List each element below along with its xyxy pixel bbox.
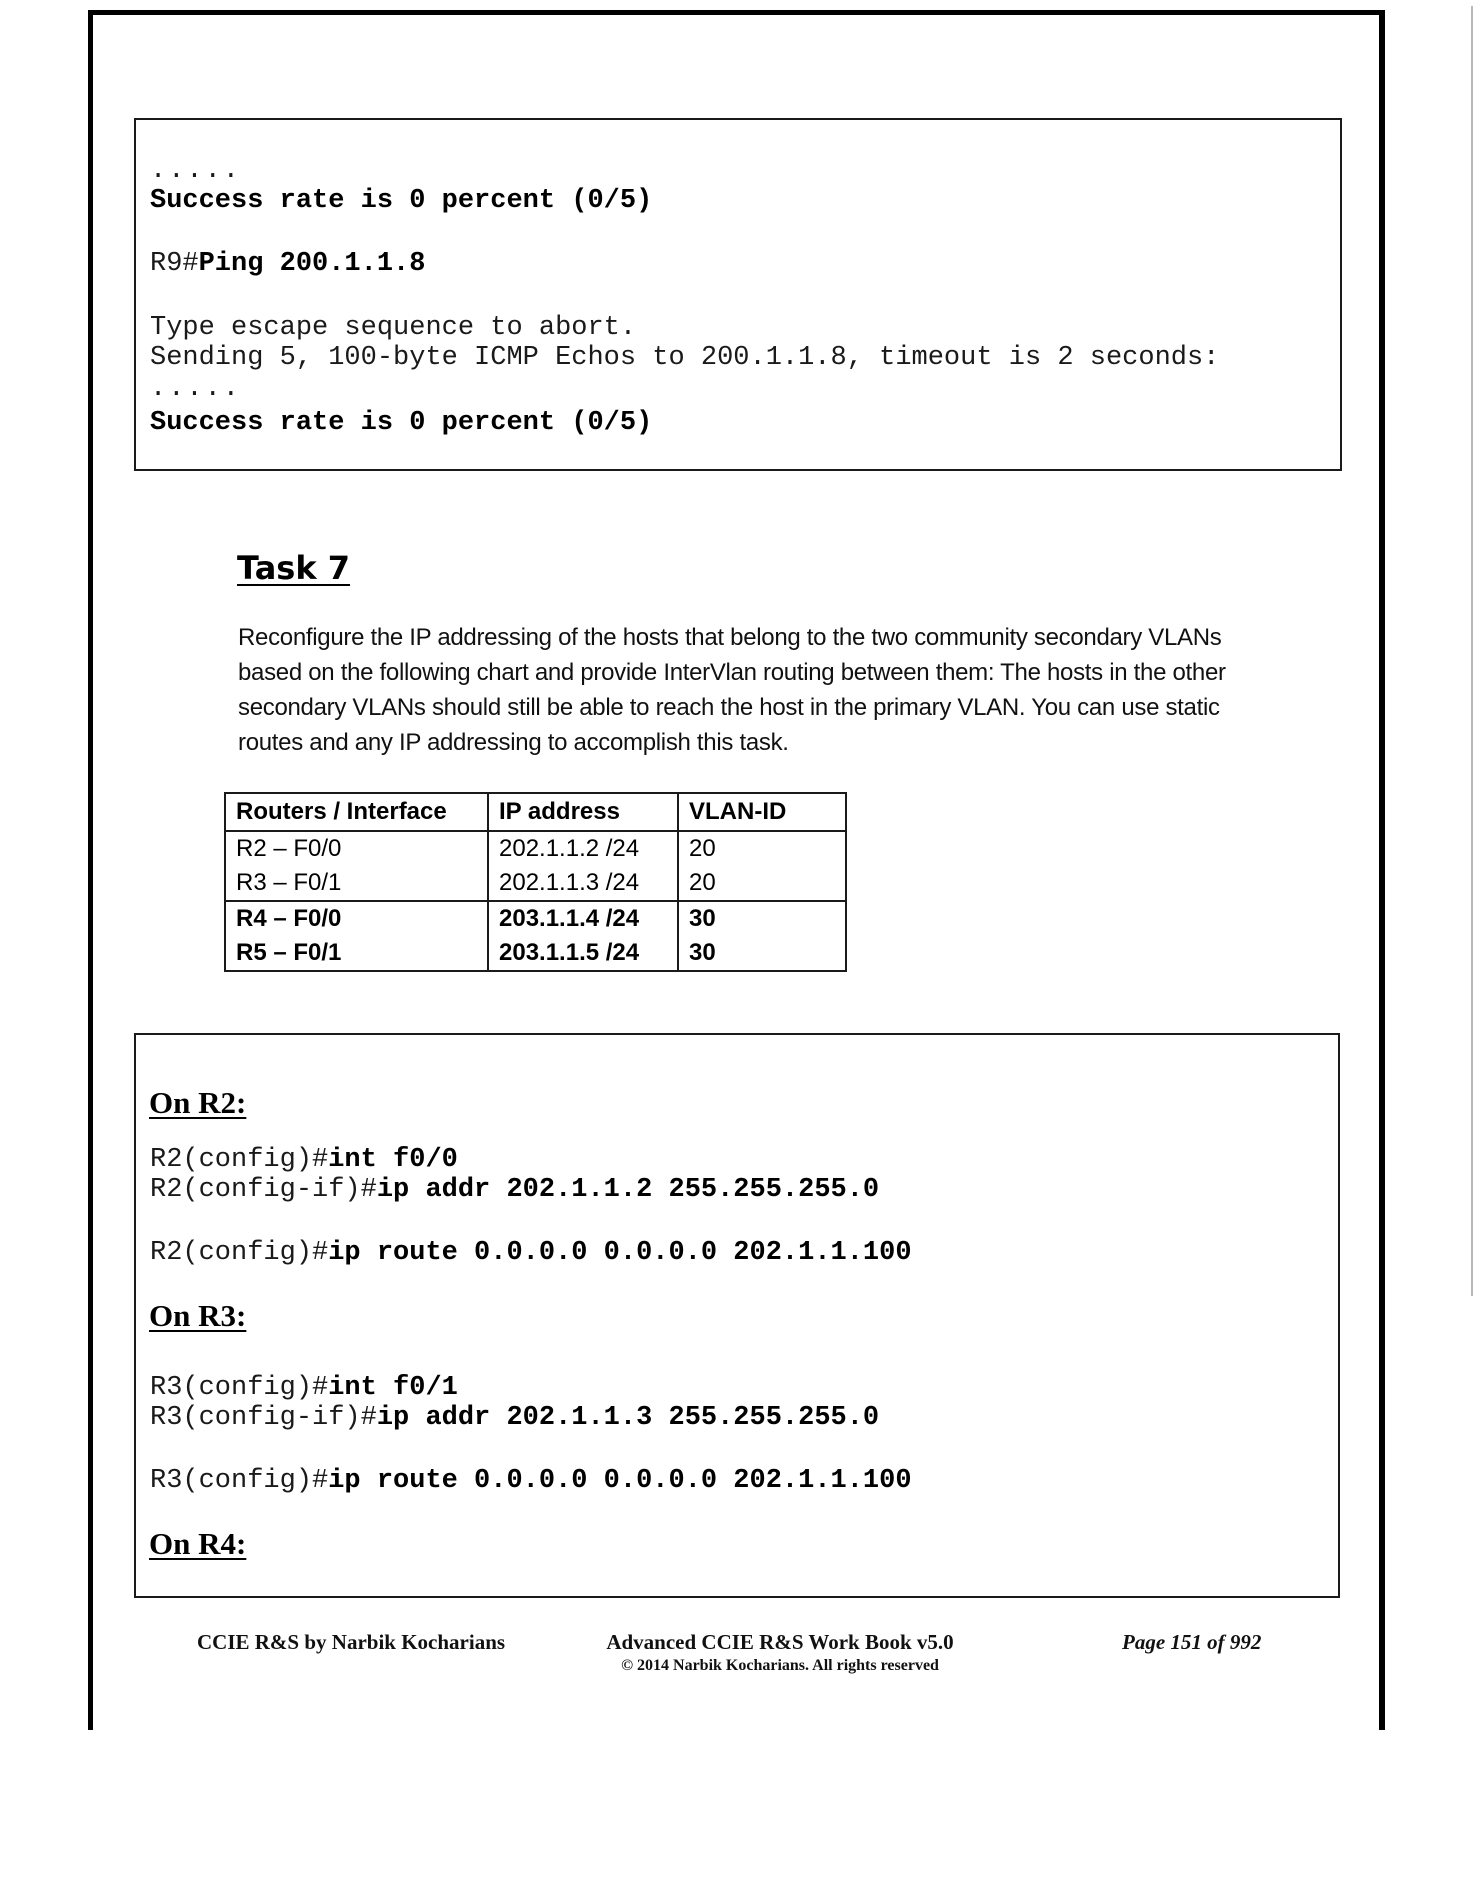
prompt: R2(config-if)# — [150, 1175, 377, 1205]
ip-address-cell: 202.1.1.3 /24 — [488, 866, 678, 901]
ip-address-cell: 203.1.1.5 /24 — [488, 936, 678, 971]
vlan-id-cell: 30 — [678, 901, 846, 936]
prompt: R9# — [150, 249, 199, 279]
command: Ping 200.1.1.8 — [198, 249, 426, 279]
success-rate-line — [150, 186, 652, 216]
command: ip route 0.0.0.0 0.0.0.0 202.1.1.100 — [328, 1238, 912, 1268]
footer-book-title: Advanced CCIE R&S Work Book v5.0 — [606, 1630, 954, 1654]
command: ip addr 202.1.1.2 255.255.255.0 — [376, 1175, 880, 1205]
prompt: R2(config)# — [150, 1145, 329, 1175]
config-line — [150, 1373, 458, 1403]
prompt: R3(config-if)# — [150, 1403, 377, 1433]
config-line — [150, 1145, 458, 1175]
task-title: Task 7 — [237, 549, 351, 587]
footer-page-number: Page 151 of 992 — [1122, 1630, 1262, 1654]
ping-dots: ..... — [150, 156, 242, 186]
sending-line: Sending 5, 100-byte ICMP Echos to 200.1.1.8, timeout is 2 seconds: — [150, 343, 1220, 373]
router-interface-cell: R2 – F0/0 — [225, 831, 488, 866]
config-line — [150, 1238, 912, 1268]
success-rate-text: Success rate is 0 percent (0/5) — [150, 408, 653, 438]
command: ip addr 202.1.1.3 255.255.255.0 — [376, 1403, 880, 1433]
success-rate-text: Success rate is 0 percent (0/5) — [150, 186, 653, 216]
escape-sequence-line: Type escape sequence to abort. — [150, 313, 637, 343]
router-interface-cell: R5 – F0/1 — [225, 936, 488, 971]
ping-command-line — [150, 249, 425, 279]
footer-center — [580, 1630, 980, 1675]
prompt: R3(config)# — [150, 1373, 329, 1403]
router-interface-cell: R4 – F0/0 — [225, 901, 488, 936]
section-heading-r3: On R3: — [149, 1298, 247, 1333]
section-heading-r2: On R2: — [149, 1085, 247, 1120]
table-header-row — [225, 793, 846, 831]
router-interface-cell: R3 – F0/1 — [225, 866, 488, 901]
table-row — [225, 936, 846, 971]
column-header: IP address — [488, 793, 678, 831]
command: ip route 0.0.0.0 0.0.0.0 202.1.1.100 — [328, 1466, 912, 1496]
prompt: R3(config)# — [150, 1466, 329, 1496]
ip-address-cell: 203.1.1.4 /24 — [488, 901, 678, 936]
table-row — [225, 831, 846, 866]
success-rate-line — [150, 408, 652, 438]
config-box — [134, 1033, 1340, 1598]
vlan-id-cell: 30 — [678, 936, 846, 971]
column-header: Routers / Interface — [225, 793, 488, 831]
vlan-id-cell: 20 — [678, 866, 846, 901]
footer-copyright: © 2014 Narbik Kocharians. All rights reserved — [621, 1657, 939, 1674]
ping-output-box — [134, 118, 1342, 471]
column-header: VLAN-ID — [678, 793, 846, 831]
table-row — [225, 901, 846, 936]
task-description: Reconfigure the IP addressing of the hosts that belong to the two community secondary VLANs based on the following chart and provide InterVlan routing between them: The hosts in the other secondary VLANs should still be able to reach the host in the primary VLAN. You can use static routes and any IP addressing to accomplish this task. — [238, 624, 1226, 756]
section-heading-r4: On R4: — [149, 1526, 247, 1561]
config-line — [150, 1403, 879, 1433]
command: int f0/0 — [328, 1145, 458, 1175]
ping-dots: ..... — [150, 374, 242, 404]
config-line — [150, 1175, 879, 1205]
footer-author: CCIE R&S by Narbik Kocharians — [197, 1630, 506, 1654]
vlan-id-cell: 20 — [678, 831, 846, 866]
address-table — [224, 792, 847, 972]
command: int f0/1 — [328, 1373, 458, 1403]
scan-edge — [1471, 6, 1473, 1296]
ip-address-cell: 202.1.1.2 /24 — [488, 831, 678, 866]
prompt: R2(config)# — [150, 1238, 329, 1268]
config-line — [150, 1466, 912, 1496]
table-row — [225, 866, 846, 901]
